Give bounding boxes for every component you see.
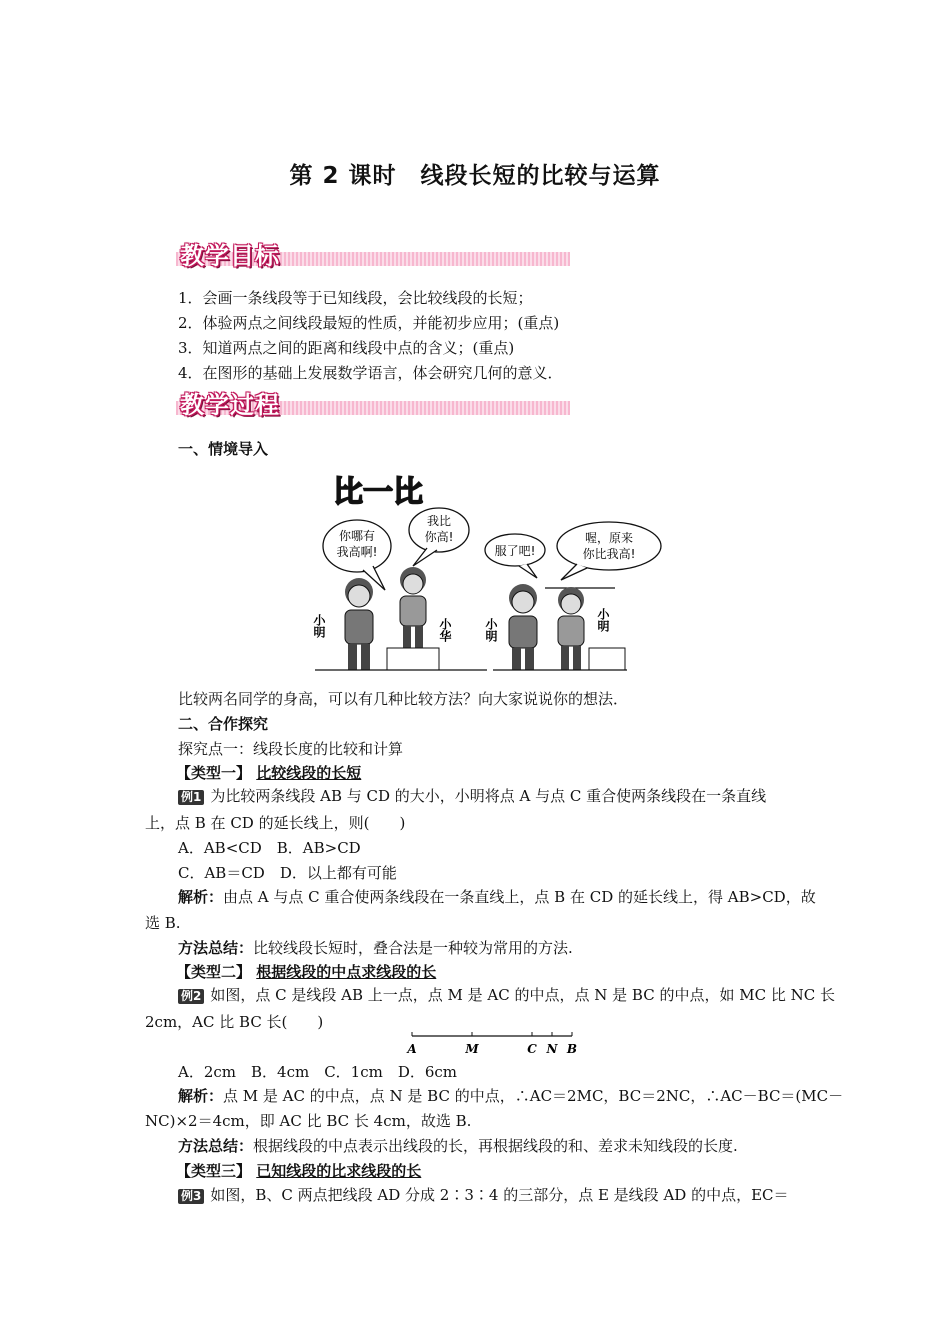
goal-item: 4．在图形的基础上发展数学语言，体会研究几何的意义． [178, 364, 563, 382]
svg-text:服了吧!: 服了吧! [494, 544, 536, 558]
analysis-cont: NC)×2＝4cm，即 AC 比 BC 长 4cm，故选 B. [145, 1112, 472, 1130]
analysis-label: 解析： [178, 888, 224, 906]
xiaohua-figure [387, 567, 439, 670]
example-badge: 例2 [178, 989, 204, 1004]
name-label: 小明 [312, 614, 326, 638]
example-options: A．2cm B．4cm C．1cm D．6cm [178, 1063, 458, 1081]
process-banner-label: 教学过程 [180, 391, 280, 419]
intro-question: 比较两名同学的身高，可以有几种比较方法？向大家说说你的想法． [178, 690, 629, 708]
goal-item: 2．体验两点之间线段最短的性质，并能初步应用；(重点) [178, 314, 560, 332]
summary-label: 方法总结： [178, 939, 254, 957]
speech-bubble [485, 534, 545, 578]
goal-item: 3．知道两点之间的距离和线段中点的含义；(重点) [178, 339, 515, 357]
example-line: 上，点 B 在 CD 的延长线上，则( ) [145, 814, 406, 832]
goal-item: 1．会画一条线段等于已知线段，会比较线段的长短； [178, 289, 533, 307]
section-heading: 一、情境导入 [178, 440, 269, 458]
type-heading [176, 1160, 421, 1182]
svg-text:你哪有: 你哪有 [338, 529, 376, 543]
svg-text:我高啊!: 我高啊! [336, 545, 378, 559]
type-title: 根据线段的中点求线段的长 [256, 963, 437, 981]
svg-text:我比: 我比 [426, 514, 452, 528]
point-label: C [527, 1042, 537, 1056]
method-summary: 方法总结：比较线段长短时，叠合法是一种较为常用的方法. [178, 939, 573, 957]
name-label: 小华 [438, 618, 452, 642]
summary-label: 方法总结： [178, 1137, 254, 1155]
svg-text:喔，原来: 喔，原来 [584, 531, 634, 545]
xiaoming-figure [509, 584, 537, 670]
example-options: C．AB＝CD D．以上都有可能 [178, 864, 397, 882]
example-badge: 例1 [178, 790, 204, 805]
type-title: 已知线段的比求线段的长 [256, 1162, 422, 1180]
type-title: 比较线段的长短 [256, 764, 362, 782]
goals-banner-label: 教学目标 [180, 242, 280, 270]
point-label: B [566, 1042, 578, 1056]
cartoon-title: 比一比 [333, 475, 423, 510]
analysis-label: 解析： [178, 1087, 224, 1105]
example-line: 例1 为比较两条线段 AB 与 CD 的大小，小明将点 A 与点 C 重合使两条线段在一条直线 [178, 785, 766, 807]
svg-text:你高!: 你高! [424, 530, 454, 544]
example-badge: 例3 [178, 1189, 204, 1204]
type-tag: 【类型二】 [176, 963, 252, 981]
segment-figure [404, 1028, 584, 1058]
process-banner [176, 385, 570, 421]
analysis-cont: 选 B. [145, 914, 181, 932]
explore-point: 探究点一：线段长度的比较和计算 [178, 740, 404, 758]
example-line: 2cm，AC 比 BC 长( ) [145, 1013, 324, 1031]
speech-bubble [409, 508, 469, 566]
example-line: 例2 如图，点 C 是线段 AB 上一点，点 M 是 AC 的中点，点 N 是 BC 的中点，如 MC 比 NC 长 [178, 984, 835, 1006]
analysis: 解析：由点 A 与点 C 重合使两条线段在一条直线上，点 B 在 CD 的延长线上，得 AB>CD，故 [178, 888, 816, 906]
section-heading: 二、合作探究 [178, 715, 269, 733]
step-box [589, 648, 625, 670]
analysis: 解析：点 M 是 AC 的中点，点 N 是 BC 的中点，∴AC＝2MC，BC＝2NC，∴AC－BC＝(MC－ [178, 1087, 844, 1105]
method-summary: 方法总结：根据线段的中点表示出线段的长，再根据线段的和、差求未知线段的长度. [178, 1137, 738, 1155]
type-heading [176, 961, 436, 983]
type-heading [176, 762, 361, 784]
xiaoming-figure [345, 578, 373, 670]
cartoon-illustration [312, 462, 675, 680]
example-line: 例3 如图，B、C 两点把线段 AD 分成 2∶3∶4 的三部分，点 E 是线段 AD 的中点，EC＝ [178, 1184, 789, 1206]
type-tag: 【类型一】 [176, 764, 252, 782]
name-label: 小明 [484, 618, 498, 642]
type-tag: 【类型三】 [176, 1162, 252, 1180]
goals-banner [176, 236, 570, 272]
xiaohua-figure [558, 587, 584, 670]
svg-text:你比我高!: 你比我高! [582, 547, 636, 561]
page-title: 第 2 课时 线段长短的比较与运算 [289, 163, 661, 189]
speech-bubble [557, 522, 661, 580]
point-label: M [465, 1042, 479, 1056]
name-label: 小明 [596, 608, 610, 632]
point-label: N [546, 1042, 558, 1056]
point-label: A [407, 1042, 417, 1056]
example-options: A．AB<CD B．AB>CD [178, 839, 361, 857]
